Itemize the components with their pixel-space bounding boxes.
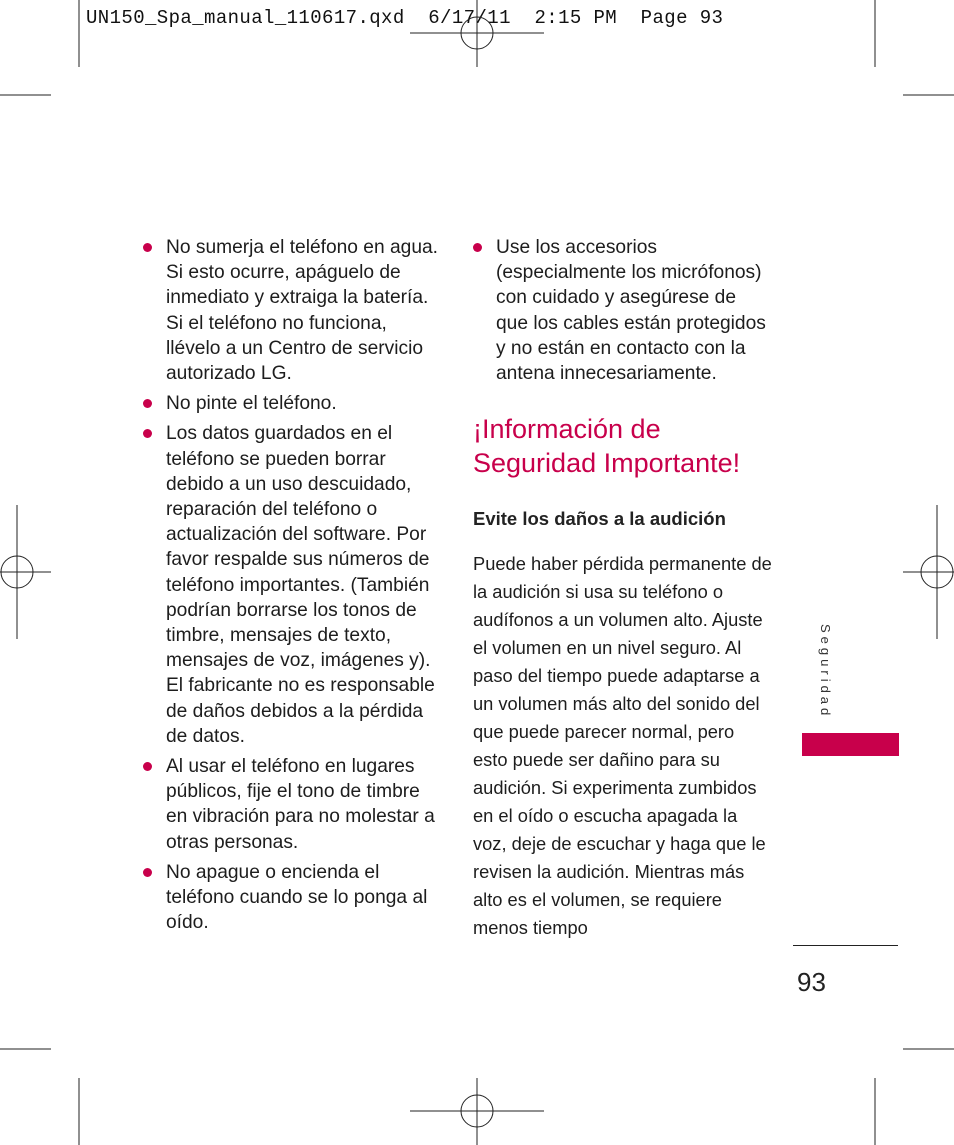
list-item-text: No pinte el teléfono. — [166, 393, 337, 415]
bullet-dot-icon — [143, 429, 152, 438]
right-column — [473, 235, 773, 942]
bullet-dot-icon — [143, 243, 152, 252]
section-tab-label: Seguridad — [818, 624, 833, 720]
list-item — [143, 391, 443, 416]
list-item — [143, 754, 443, 855]
bullet-dot-icon — [473, 243, 482, 252]
section-heading: ¡Información de Seguridad Importante! — [473, 414, 741, 479]
bullet-dot-icon — [143, 399, 152, 408]
list-item — [473, 235, 773, 386]
list-item-text: Los datos guardados en el teléfono se pueden borrar debido a un uso descuidado, reparación del teléfono o actualización del software. Por favor respalde sus números de teléfono importantes. (También podrían borrarse los tonos de timbre, mensajes de texto, mensajes de voz, imágenes y). El fabricante no es responsable de daños debidos a la pérdida de datos. — [166, 423, 435, 747]
subsection-heading: Evite los daños a la audición — [473, 508, 726, 530]
list-item — [143, 235, 443, 386]
registration-mark-left — [0, 505, 51, 639]
list-item-text: Al usar el teléfono en lugares públicos, fije el tono de timbre en vibración para no molestar a otras personas. — [166, 756, 435, 853]
right-bullet-list — [473, 235, 773, 386]
left-column — [143, 235, 443, 940]
list-item-text: No sumerja el teléfono en agua. Si esto ocurre, apáguelo de inmediato y extraiga la batería. Si el teléfono no funciona, llévelo a un Centro de servicio autorizado LG. — [166, 237, 438, 385]
list-item-text: No apague o encienda el teléfono cuando se lo ponga al oído. — [166, 861, 428, 934]
list-item — [143, 860, 443, 936]
section-tab-bar — [802, 733, 899, 756]
page-number-rule — [793, 945, 898, 946]
body-paragraph: Puede haber pérdida permanente de la audición si usa su teléfono o audífonos a un volumen alto. Ajuste el volumen en un nivel seguro. Al paso del tiempo puede adaptarse a un volumen más alto del sonido del que puede parecer normal, pero esto puede ser dañino para su audición. Si experimenta zumbidos en el oído o escucha apagada la voz, deje de escuchar y haga que le revisen la audición. Mientras más alto es el volumen, se requiere menos tiempo — [473, 553, 772, 939]
list-item-text: Use los accesorios (especialmente los micrófonos) con cuidado y asegúrese de que los cables están protegidos y no están en contacto con la antena innecesariamente. — [496, 237, 766, 385]
registration-mark-right — [903, 505, 954, 639]
registration-mark-bottom — [410, 1078, 544, 1145]
list-item — [143, 421, 443, 749]
page-number: 93 — [797, 967, 826, 997]
left-bullet-list — [143, 235, 443, 935]
bullet-dot-icon — [143, 762, 152, 771]
bullet-dot-icon — [143, 868, 152, 877]
print-slug: UN150_Spa_manual_110617.qxd 6/17/11 2:15 PM Page 93 — [86, 7, 724, 29]
